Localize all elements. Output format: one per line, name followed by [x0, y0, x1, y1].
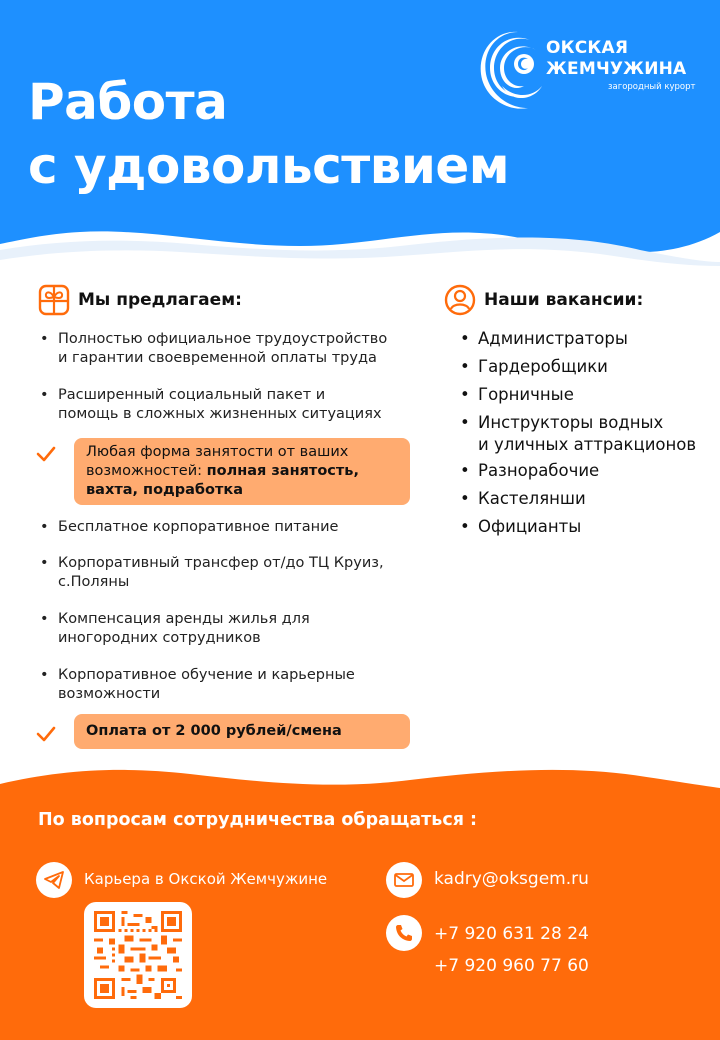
qr-code[interactable]	[84, 902, 192, 1008]
logo-name-line1: ОКСКАЯ	[546, 38, 629, 58]
list-item-text: Полностью официальное трудоустройство	[58, 331, 388, 347]
telegram-button[interactable]	[36, 862, 72, 898]
list-item-text: с.Поляны	[58, 574, 130, 590]
resort-logo	[478, 26, 708, 126]
salary-text: Оплата от 2 000 рублей/смена	[86, 723, 342, 739]
title-line2: с удовольствием	[28, 137, 510, 195]
list-item-text: и гарантии своевременной оплаты труда	[58, 350, 377, 366]
check-icon	[36, 446, 56, 462]
phone-icon	[395, 924, 413, 942]
vacancies-title: Наши вакансии:	[484, 290, 644, 310]
list-item-text: Разнорабочие	[478, 461, 600, 480]
phone-button[interactable]	[386, 915, 422, 951]
person-icon	[444, 284, 476, 316]
list-item-text: Инструкторы водных	[478, 413, 664, 432]
list-item-text: Гардеробщики	[478, 357, 608, 376]
vacancies-heading	[444, 284, 643, 316]
list-item-text: Корпоративное обучение и карьерные	[58, 667, 355, 683]
list-item-text: Корпоративный трансфер от/до ТЦ Круиз,	[58, 555, 384, 571]
contacts-title: По вопросам сотрудничества обращаться :	[38, 810, 478, 830]
logo-name-line2: ЖЕМЧУЖИНА	[546, 59, 687, 79]
title-line1: Работа	[28, 73, 228, 131]
logo-subtitle: загородный курорт	[608, 82, 696, 92]
telegram-icon	[44, 871, 64, 889]
list-item-text: Бесплатное корпоративное питание	[58, 519, 339, 535]
phone-link-1[interactable]: +7 920 631 28 24	[434, 924, 589, 944]
highlight-bold-text: вахта, подработка	[86, 482, 244, 498]
highlight-text: возможностей:	[86, 463, 207, 479]
list-item-text: возможности	[58, 686, 161, 702]
check-icon	[36, 726, 56, 742]
email-link[interactable]: kadry@oksgem.ru	[434, 869, 589, 889]
telegram-channel-link[interactable]: Карьера в Окской Жемчужине	[84, 870, 328, 888]
page-title	[28, 70, 509, 198]
email-button[interactable]	[386, 862, 422, 898]
list-item-text: Кастелянши	[478, 489, 586, 508]
salary-highlight	[74, 714, 410, 749]
list-item-text: Компенсация аренды жилья для	[58, 611, 310, 627]
list-item-text: Официанты	[478, 517, 582, 536]
offers-heading	[38, 284, 242, 316]
list-item-text: Расширенный социальный пакет и	[58, 387, 326, 403]
list-item-text: Администраторы	[478, 329, 628, 348]
list-item-text: иногородних сотрудников	[58, 630, 261, 646]
mail-icon	[394, 873, 414, 887]
highlight-text: Любая форма занятости от ваших	[86, 444, 349, 460]
offers-title: Мы предлагаем:	[78, 290, 242, 310]
qr-code-icon	[93, 911, 183, 999]
list-item-text: помощь в сложных жизненных ситуациях	[58, 406, 382, 422]
list-item-text: и уличных аттракционов	[478, 435, 697, 454]
list-item-text: Горничные	[478, 385, 574, 404]
gift-icon	[38, 284, 70, 316]
employment-highlight	[74, 438, 410, 505]
phone-link-2[interactable]: +7 920 960 77 60	[434, 956, 589, 976]
highlight-bold-text: полная занятость,	[206, 463, 359, 479]
